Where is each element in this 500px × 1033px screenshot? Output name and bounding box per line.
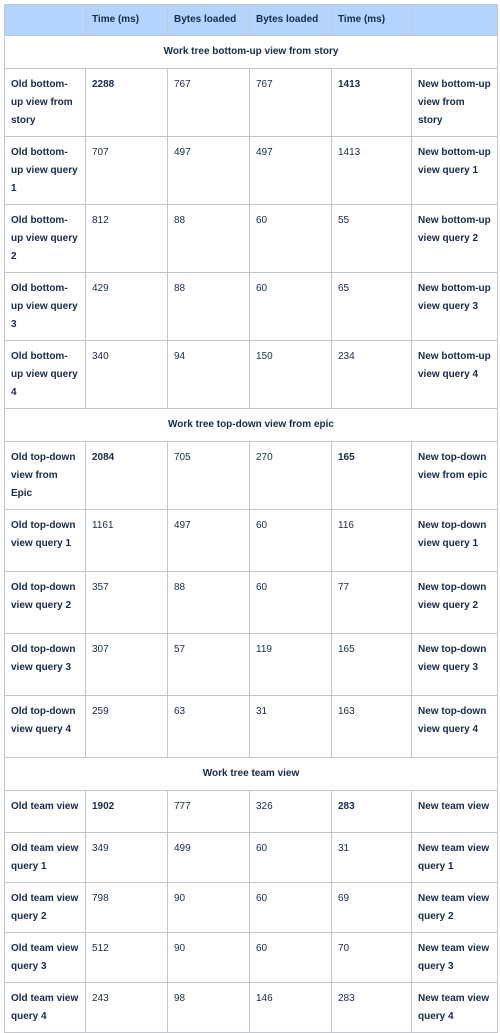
section-title: Work tree team view xyxy=(5,758,498,791)
new-label-cell: New team view query 1 xyxy=(412,833,498,883)
section-top-down xyxy=(5,409,498,758)
old-bytes-cell: 90 xyxy=(168,883,250,933)
old-time-cell: 259 xyxy=(86,696,168,758)
old-bytes-cell: 497 xyxy=(168,137,250,205)
header-row xyxy=(5,5,498,36)
new-bytes-cell: 60 xyxy=(250,510,332,572)
new-label-cell: New top-down view query 1 xyxy=(412,510,498,572)
table-row xyxy=(5,205,498,273)
table-row xyxy=(5,791,498,833)
new-time-cell: 234 xyxy=(332,341,412,409)
table-row xyxy=(5,933,498,983)
new-time-cell: 116 xyxy=(332,510,412,572)
old-time-cell: 340 xyxy=(86,341,168,409)
header-cell-new-time: Time (ms) xyxy=(332,5,412,36)
old-label-cell: Old bottom-up view query 2 xyxy=(5,205,86,273)
performance-comparison-table xyxy=(4,4,498,1033)
table-row xyxy=(5,442,498,510)
header-cell-empty-left xyxy=(5,5,86,36)
new-time-cell: 1413 xyxy=(332,137,412,205)
old-time-cell: 2084 xyxy=(86,442,168,510)
old-bytes-cell: 90 xyxy=(168,933,250,983)
new-label-cell: New team view query 2 xyxy=(412,883,498,933)
table-row xyxy=(5,137,498,205)
new-label-cell: New bottom-up view from story xyxy=(412,69,498,137)
old-time-cell: 812 xyxy=(86,205,168,273)
old-time-cell: 307 xyxy=(86,634,168,696)
old-time-cell: 798 xyxy=(86,883,168,933)
table-row xyxy=(5,69,498,137)
new-label-cell: New bottom-up view query 3 xyxy=(412,273,498,341)
old-bytes-cell: 94 xyxy=(168,341,250,409)
new-bytes-cell: 60 xyxy=(250,933,332,983)
old-label-cell: Old top-down view query 4 xyxy=(5,696,86,758)
new-time-cell: 70 xyxy=(332,933,412,983)
new-time-cell: 165 xyxy=(332,442,412,510)
new-bytes-cell: 497 xyxy=(250,137,332,205)
table-row xyxy=(5,983,498,1033)
old-bytes-cell: 63 xyxy=(168,696,250,758)
old-label-cell: Old bottom-up view query 4 xyxy=(5,341,86,409)
new-bytes-cell: 326 xyxy=(250,791,332,833)
old-time-cell: 1902 xyxy=(86,791,168,833)
header-cell-new-bytes: Bytes loaded xyxy=(250,5,332,36)
new-bytes-cell: 146 xyxy=(250,983,332,1033)
old-time-cell: 512 xyxy=(86,933,168,983)
old-time-cell: 243 xyxy=(86,983,168,1033)
old-label-cell: Old top-down view from Epic xyxy=(5,442,86,510)
new-time-cell: 1413 xyxy=(332,69,412,137)
old-bytes-cell: 767 xyxy=(168,69,250,137)
new-bytes-cell: 150 xyxy=(250,341,332,409)
new-bytes-cell: 60 xyxy=(250,205,332,273)
old-label-cell: Old bottom-up view query 3 xyxy=(5,273,86,341)
old-time-cell: 2288 xyxy=(86,69,168,137)
old-bytes-cell: 705 xyxy=(168,442,250,510)
old-label-cell: Old top-down view query 2 xyxy=(5,572,86,634)
old-label-cell: Old bottom-up view from story xyxy=(5,69,86,137)
old-bytes-cell: 497 xyxy=(168,510,250,572)
new-time-cell: 283 xyxy=(332,983,412,1033)
old-bytes-cell: 777 xyxy=(168,791,250,833)
old-label-cell: Old team view query 3 xyxy=(5,933,86,983)
section-team-view xyxy=(5,758,498,1033)
old-label-cell: Old bottom-up view query 1 xyxy=(5,137,86,205)
section-title-row xyxy=(5,36,498,69)
new-bytes-cell: 270 xyxy=(250,442,332,510)
table-row xyxy=(5,883,498,933)
old-bytes-cell: 88 xyxy=(168,273,250,341)
header-cell-empty-right xyxy=(412,5,498,36)
section-title-row xyxy=(5,409,498,442)
table-row xyxy=(5,696,498,758)
header-cell-old-bytes: Bytes loaded xyxy=(168,5,250,36)
old-bytes-cell: 499 xyxy=(168,833,250,883)
header-cell-old-time: Time (ms) xyxy=(86,5,168,36)
new-label-cell: New top-down view query 4 xyxy=(412,696,498,758)
new-label-cell: New top-down view from epic xyxy=(412,442,498,510)
old-label-cell: Old top-down view query 1 xyxy=(5,510,86,572)
new-time-cell: 163 xyxy=(332,696,412,758)
table-row xyxy=(5,341,498,409)
old-time-cell: 357 xyxy=(86,572,168,634)
old-bytes-cell: 57 xyxy=(168,634,250,696)
old-bytes-cell: 98 xyxy=(168,983,250,1033)
section-bottom-up xyxy=(5,36,498,409)
old-bytes-cell: 88 xyxy=(168,572,250,634)
table-row xyxy=(5,572,498,634)
new-time-cell: 77 xyxy=(332,572,412,634)
old-time-cell: 707 xyxy=(86,137,168,205)
new-label-cell: New team view query 4 xyxy=(412,983,498,1033)
new-time-cell: 283 xyxy=(332,791,412,833)
new-label-cell: New bottom-up view query 4 xyxy=(412,341,498,409)
new-time-cell: 69 xyxy=(332,883,412,933)
new-label-cell: New bottom-up view query 2 xyxy=(412,205,498,273)
new-bytes-cell: 119 xyxy=(250,634,332,696)
old-label-cell: Old top-down view query 3 xyxy=(5,634,86,696)
new-bytes-cell: 60 xyxy=(250,572,332,634)
table-header xyxy=(5,5,498,36)
old-time-cell: 1161 xyxy=(86,510,168,572)
new-time-cell: 65 xyxy=(332,273,412,341)
new-label-cell: New team view xyxy=(412,791,498,833)
new-label-cell: New team view query 3 xyxy=(412,933,498,983)
new-time-cell: 31 xyxy=(332,833,412,883)
old-label-cell: Old team view query 4 xyxy=(5,983,86,1033)
table-row xyxy=(5,634,498,696)
new-bytes-cell: 31 xyxy=(250,696,332,758)
old-label-cell: Old team view query 1 xyxy=(5,833,86,883)
new-bytes-cell: 60 xyxy=(250,883,332,933)
old-bytes-cell: 88 xyxy=(168,205,250,273)
new-label-cell: New top-down view query 3 xyxy=(412,634,498,696)
new-label-cell: New bottom-up view query 1 xyxy=(412,137,498,205)
section-title: Work tree bottom-up view from story xyxy=(5,36,498,69)
new-bytes-cell: 767 xyxy=(250,69,332,137)
new-time-cell: 55 xyxy=(332,205,412,273)
old-label-cell: Old team view query 2 xyxy=(5,883,86,933)
section-title-row xyxy=(5,758,498,791)
table-row xyxy=(5,273,498,341)
old-time-cell: 429 xyxy=(86,273,168,341)
new-time-cell: 165 xyxy=(332,634,412,696)
new-label-cell: New top-down view query 2 xyxy=(412,572,498,634)
table-row xyxy=(5,833,498,883)
old-label-cell: Old team view xyxy=(5,791,86,833)
new-bytes-cell: 60 xyxy=(250,833,332,883)
table-row xyxy=(5,510,498,572)
new-bytes-cell: 60 xyxy=(250,273,332,341)
old-time-cell: 349 xyxy=(86,833,168,883)
section-title: Work tree top-down view from epic xyxy=(5,409,498,442)
